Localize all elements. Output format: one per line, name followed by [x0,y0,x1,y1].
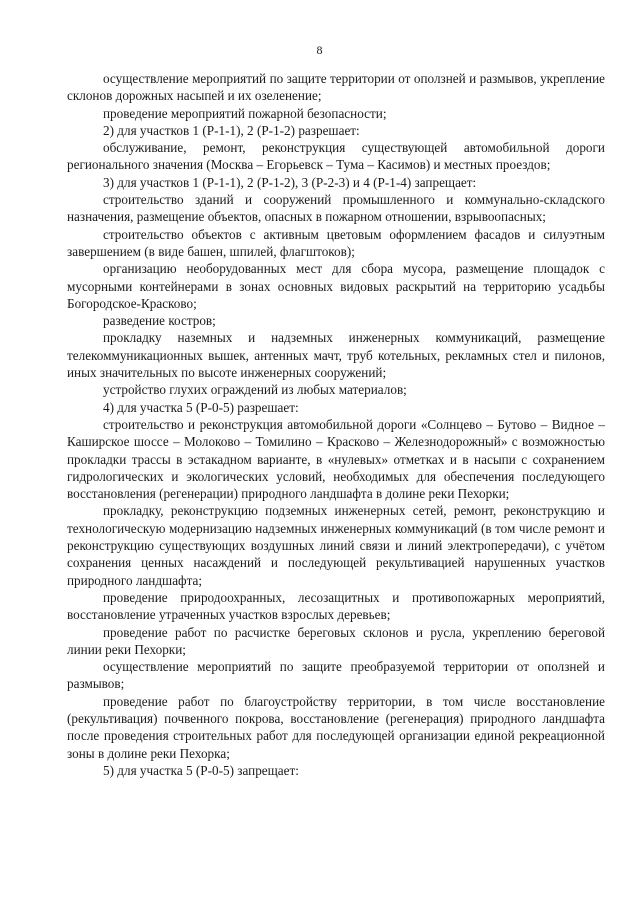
paragraph-19: 5) для участка 5 (Р-0-5) запрещает: [103,762,299,778]
paragraph-2: проведение мероприятий пожарной безопасности; [103,105,387,121]
paragraph-17: осуществление мероприятий по защите преобразуемой территории от оползней и размывов; [67,659,605,692]
paragraph-18: проведение работ по благоустройству территории, в том числе восстановление (рекультивация) почвенного покрова, восстановление (регенерация) природного ландшафта после проведения строительных работ для последующей организации единой рекреационной зоны в долине реки Пехорка; [67,693,605,761]
paragraph-1: осуществление мероприятий по защите территории от оползней и размывов, укрепление склонов дорожных насыпей и их озеленение; [67,71,605,104]
paragraph-9: разведение костров; [103,313,216,329]
paragraph-4: обслуживание, ремонт, реконструкция существующей автомобильной дороги регионального значения (Москва – Егорьевск – Тума – Касимов) и местных проездов; [67,140,605,173]
page-number: 8 [316,43,323,57]
paragraph-5: 3) для участков 1 (Р-1-1), 2 (Р-1-2), 3 (Р-2-3) и 4 (Р-1-4) запрещает: [103,174,477,190]
body-text [67,70,605,779]
paragraph-6: строительство зданий и сооружений промышленного и коммунально-складского назначения, размещение объектов, опасных в пожарном отношении, взрывоопасных; [67,192,605,225]
paragraph-12: 4) для участка 5 (Р-0-5) разрешает: [103,399,299,415]
paragraph-13: строительство и реконструкция автомобильной дороги «Солнцево – Бутово – Видное – Каширское шоссе – Молоково – Томилино – Красково – Железнодорожный» с возможностью прокладки трассы в эстакадном варианте, в «нулевых» отметках и в насыпи с сохранением гидрологических и экологических условий, необходимых для обеспечения последующего восстановления (регенерации) природного ландшафта в долине реки Пехорки; [67,416,605,502]
paragraph-11: устройство глухих ограждений из любых материалов; [103,382,407,398]
paragraph-7: строительство объектов с активным цветовым оформлением фасадов и силуэтным завершением (в виде башен, шпилей, флагштоков); [67,226,605,259]
paragraph-10: прокладку наземных и надземных инженерных коммуникаций, размещение телекоммуникационных вышек, антенных мачт, труб котельных, рекламных стел и пилонов, иных значительных по высоте инженерных сооружений; [67,330,605,381]
paragraph-8: организацию необорудованных мест для сбора мусора, размещение площадок с мусорными контейнерами в зонах основных видовых раскрытий на территорию усадьбы Богородское-Красково; [67,261,605,311]
paragraph-14: прокладку, реконструкцию подземных инженерных сетей, ремонт, реконструкцию и технологическую модернизацию надземных инженерных коммуникаций (в том числе ремонт и реконструкцию существующих воздушных линий связи и линий электропередачи), с учётом сохранения ценных насаждений и последующей рекультивацией нарушенных участков природного ландшафта; [67,503,605,588]
paragraph-16: проведение работ по расчистке береговых склонов и русла, укреплению береговой линии реки Пехорки; [67,624,605,657]
paragraph-3: 2) для участков 1 (Р-1-1), 2 (Р-1-2) разрешает: [103,122,360,138]
paragraph-15: проведение природоохранных, лесозащитных и противопожарных мероприятий, восстановление утраченных участков взрослых деревьев; [67,589,605,623]
